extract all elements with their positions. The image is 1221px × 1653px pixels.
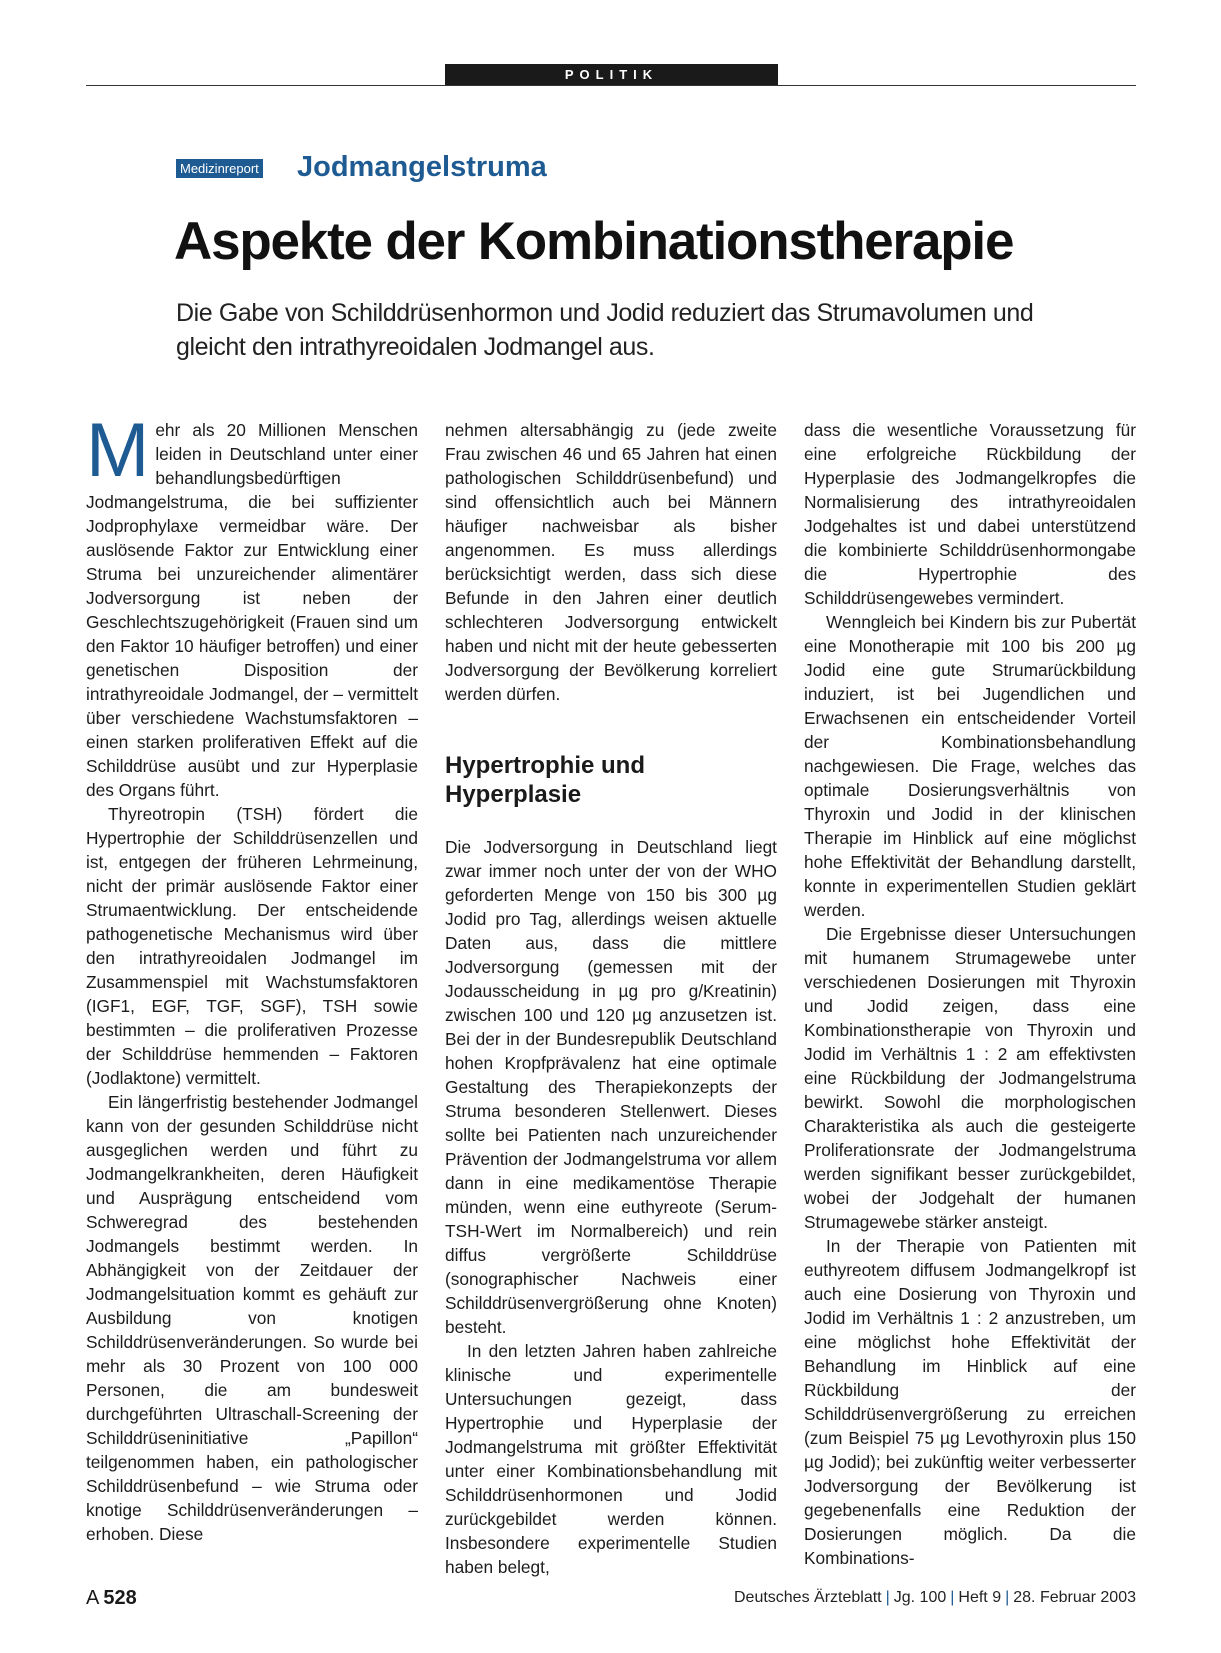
page-number xyxy=(86,1587,137,1610)
subheading xyxy=(445,751,777,809)
text-column-1 xyxy=(86,408,418,1546)
page-prefix: A xyxy=(86,1587,100,1609)
paragraph: Thyreotropin (TSH) fördert die Hypertrophie der Schilddrüsenzellen und ist, entgegen der früheren Lehrmeinung, nicht der primär auslösende Faktor einer Strumaentwicklung. Der entscheidende pathogenetische Mechanismus wird über den intrathyreoidalen Jodmangel im Zusammenspiel mit Wachstumsfaktoren (IGF1, EGF, TGF, SGF), TSH sowie bestimmten – die proliferativen Prozesse der Schilddrüse hemmenden – Faktoren (Jodlaktone) vermittelt. xyxy=(86,804,418,1088)
text-column-3 xyxy=(804,418,1136,1570)
paragraph: Wenngleich bei Kindern bis zur Pubertät eine Monotherapie mit 100 bis 200 µg Jodid eine gute Strumarückbildung induziert, ist bei Jugendlichen und Erwachsenen ein entscheidender Vorteil der Kombinationsbehandlung nachgewiesen. Die Frage, welches das optimale Dosierungsverhältnis von Thyroxin und Jodid in der klinischen Therapie im Hinblick auf eine möglichst hohe Effektivität der Behandlung darstellt, konnte in experimentellen Studien geklärt werden. xyxy=(804,612,1136,920)
paragraph: Die Ergebnisse dieser Untersuchungen mit humanem Strumagewebe unter verschiedenen Dosierungen mit Thyroxin und Jodid zeigen, dass eine Kombinationstherapie von Thyroxin und Jodid im Verhältnis 1 : 2 am effektivsten eine Rückbildung der Jodmangelstruma bewirkt. Sowohl die morphologischen Charakteristika als auch die gesteigerte Proliferationsrate der Jodmangelstruma werden signifikant besser zurückgebildet, wobei der Jodgehalt der humanen Strumagewebe stärker ansteigt. xyxy=(804,924,1136,1232)
drop-cap: M xyxy=(86,408,150,493)
article-tag: Medizinreport xyxy=(176,159,263,178)
subheading-line-1: Hypertrophie und xyxy=(445,752,646,779)
separator: | xyxy=(1005,1589,1010,1606)
paragraph: Ein längerfristig bestehender Jodmangel kann von der gesunden Schilddrüse nicht ausgeglichen werden und führt zu Jodmangelkrankheiten, deren Häufigkeit und Ausprägung entscheidend vom Schweregrad des bestehenden Jodmangels bestimmt werden. In Abhängigkeit von der Zeitdauer der Jodmangelsituation kommt es gehäuft zur Ausbildung von knotigen Schilddrüsenveränderungen. So wurde bei mehr als 30 Prozent von 100 000 Personen, die am bundesweit durchgeführten Ultraschall-Screening der Schilddrüseninitiative „Papillon“ teilgenommen haben, ein pathologischer Schilddrüsenbefund – wie Struma oder knotige Schilddrüsenveränderungen – erhoben. Diese xyxy=(86,1092,418,1544)
paragraph: In den letzten Jahren haben zahlreiche klinische und experimentelle Untersuchungen gezeigt, dass Hypertrophie und Hyperplasie der Jodmangelstruma mit größter Effektivität unter einer Kombinationsbehandlung mit Schilddrüsenhormonen und Jodid zurückgebildet werden können. Insbesondere experimentelle Studien haben belegt, xyxy=(445,1341,777,1577)
journal-date: 28. Februar 2003 xyxy=(1013,1589,1136,1606)
paragraph: In der Therapie von Patienten mit euthyreotem diffusem Jodmangelkropf ist auch eine Dosierung von Thyroxin und Jodid im Verhältnis 1 : 2 anzustreben, um eine möglichst hohe Effektivität der Behandlung im Hinblick auf eine Rückbildung der Schilddrüsenvergrößerung zu erreichen (zum Beispiel 75 µg Levothyroxin plus 150 µg Jodid); bei zukünftig weiter verbesserter Jodversorgung der Bevölkerung ist gegebenenfalls eine Reduktion der Dosierungen möglich. Da die Kombinations- xyxy=(804,1236,1136,1568)
journal-info xyxy=(734,1589,1136,1607)
article-standfirst xyxy=(176,296,1076,364)
article-title: Aspekte der Kombinationstherapie xyxy=(174,212,1014,271)
paragraph: dass die wesentliche Voraussetzung für eine erfolgreiche Rückbildung der Hyperplasie des Jodmangelkropfes die Normalisierung des intrathyreoidalen Jodgehaltes ist und dabei unterstützend die kombinierte Schilddrüsenhormongabe die Hypertrophie des Schilddrüsengewebes vermindert. xyxy=(804,420,1136,608)
article-kicker: Jodmangelstruma xyxy=(297,151,547,183)
standfirst-line-1: Die Gabe von Schilddrüsenhormon und Jodid reduziert das Strumavolumen und xyxy=(176,299,1034,327)
paragraph-text: ehr als 20 Millionen Menschen leiden in Deutschland unter einer behandlungsbedürftigen Jodmangelstruma, die bei suffizienter Jodprophylaxe vermeidbar wäre. Der auslösende Faktor zur Entwicklung einer Struma bei unzureichender alimentärer Jodversorgung ist neben der Geschlechtszugehörigkeit (Frauen sind um den Faktor 10 häufiger betroffen) und einer genetischen Disposition der intrathyreoidale Jodmangel, der – vermittelt über verschiedene Wachstumsfaktoren – einen starken proliferativen Effekt auf die Schilddrüse ausübt und zur Hyperplasie des Organs führt. xyxy=(86,420,418,800)
page-number-value: 528 xyxy=(103,1587,137,1609)
standfirst-line-2: gleicht den intrathyreoidalen Jodmangel aus. xyxy=(176,333,655,361)
paragraph: nehmen altersabhängig zu (jede zweite Frau zwischen 46 und 65 Jahren hat einen pathologischen Schilddrüsenbefund) und sind offensichtlich auch bei Männern häufiger nachweisbar als bisher angenommen. Es muss allerdings berücksichtigt werden, dass sich diese Befunde in den Jahren einer deutlich schlechteren Jodversorgung entwickelt haben und nicht mit der heute gebesserten Jodversorgung der Bevölkerung korreliert werden dürfen. xyxy=(445,420,777,704)
separator: | xyxy=(950,1589,955,1606)
text-column-2 xyxy=(445,418,777,1579)
paragraph xyxy=(86,408,418,802)
separator: | xyxy=(885,1589,890,1606)
header-rule xyxy=(86,85,1136,86)
journal-issue: Heft 9 xyxy=(958,1589,1002,1606)
paragraph: Die Jodversorgung in Deutschland liegt zwar immer noch unter der von der WHO geforderten Menge von 150 bis 300 µg Jodid pro Tag, allerdings weisen aktuelle Daten aus, dass die mittlere Jodversorgung (gemessen mit der Jodausscheidung in µg pro g/Kreatinin) zwischen 100 und 120 µg anzusetzen ist. Bei der in der Bundesrepublik Deutschland hohen Kropfprävalenz hat eine optimale Gestaltung des Therapiekonzepts der Struma besonderen Stellenwert. Dieses sollte bei Patienten nach unzureichender Prävention der Jodmangelstruma vor allem dann in eine medikamentöse Therapie münden, wenn eine euthyreote (Serum-TSH-Wert im Normalbereich) und rein diffus vergrößerte Schilddrüse (sonographischer Nachweis einer Schilddrüsenvergrößerung ohne Knoten) besteht. xyxy=(445,837,777,1337)
journal-volume: Jg. 100 xyxy=(893,1589,947,1606)
subheading-line-2: Hyperplasie xyxy=(445,781,582,808)
journal-name: Deutsches Ärzteblatt xyxy=(733,1589,882,1606)
section-label: POLITIK xyxy=(445,64,778,85)
